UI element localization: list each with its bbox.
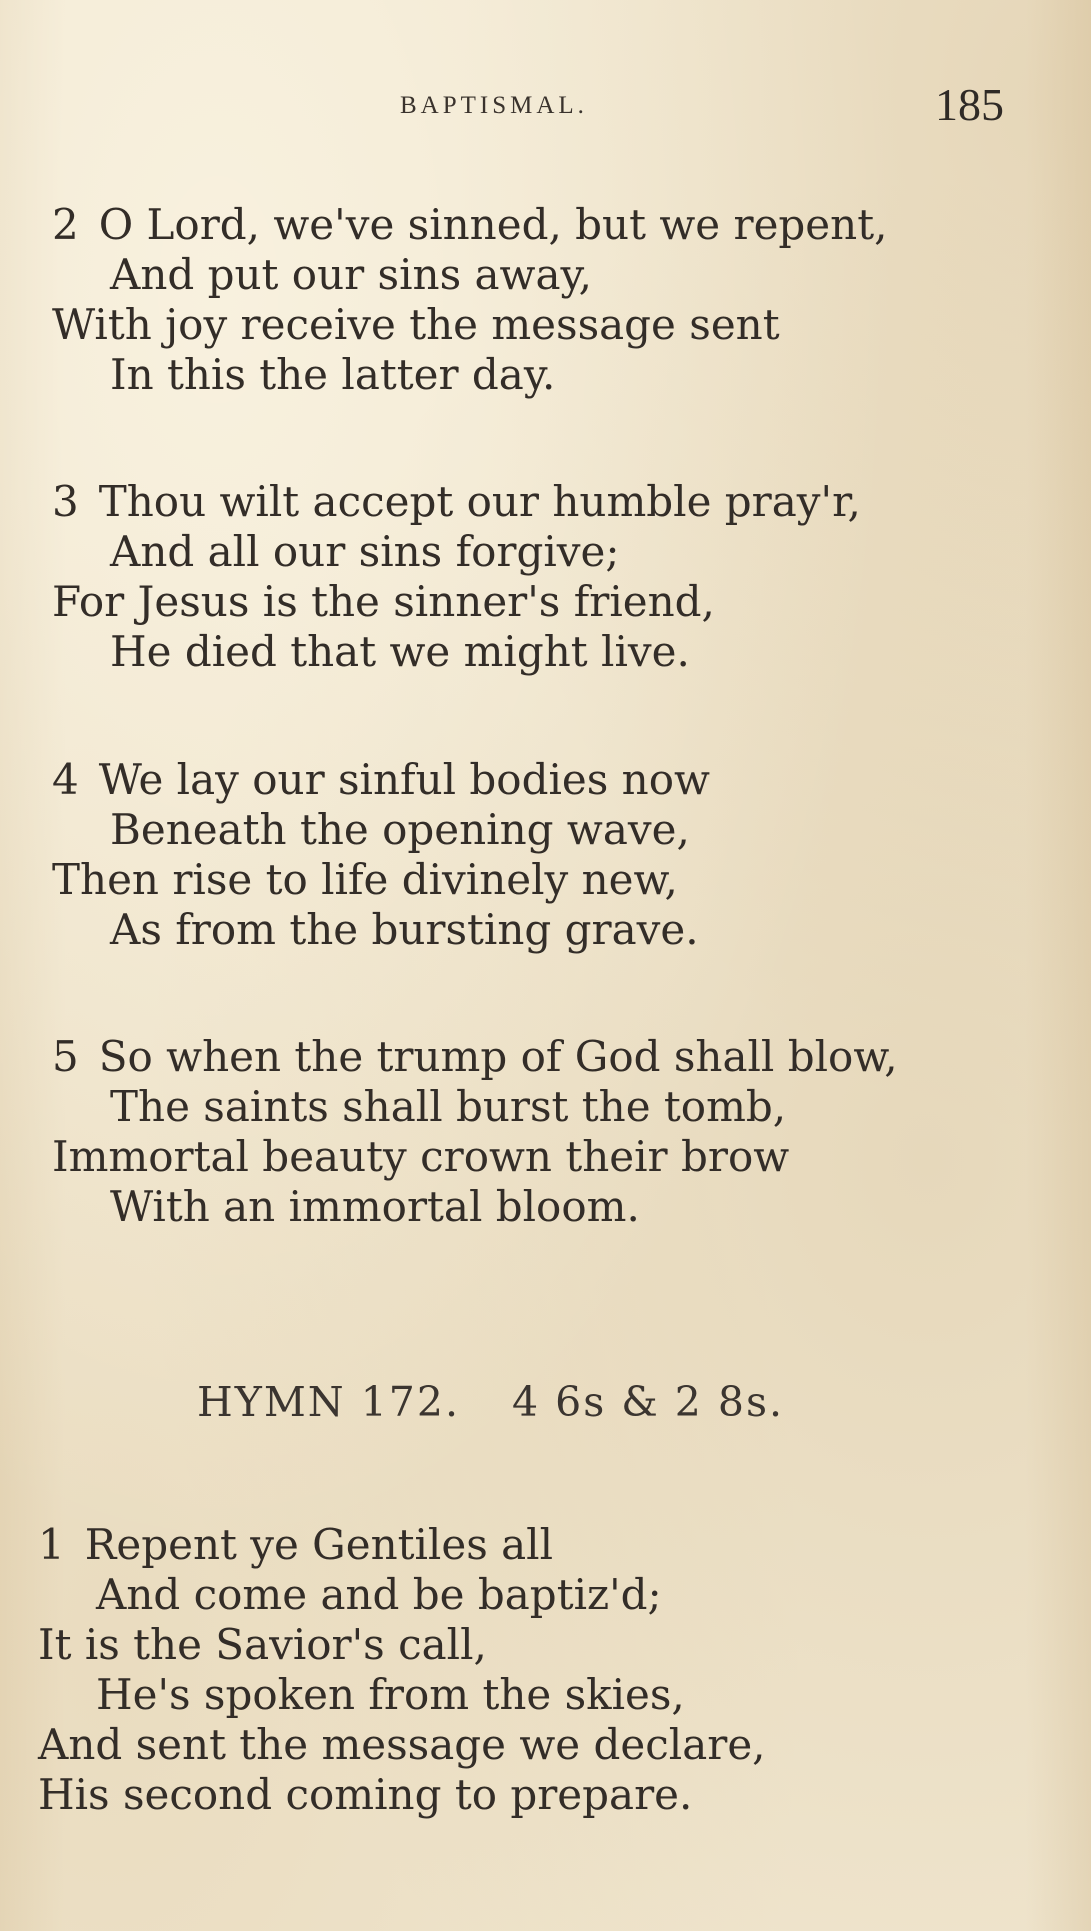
stanza-line: His second coming to prepare. xyxy=(38,1770,693,1819)
page-number: 185 xyxy=(935,79,1004,130)
stanza-line: It is the Savior's call, xyxy=(38,1620,487,1669)
stanza-line: 2 O Lord, we've sinned, but we repent, xyxy=(52,200,888,249)
stanza-line: He's spoken from the skies, xyxy=(96,1670,685,1719)
stanza-line: With an immortal bloom. xyxy=(110,1182,640,1231)
stanza-line: For Jesus is the sinner's friend, xyxy=(52,577,715,626)
stanza-line: Immortal beauty crown their brow xyxy=(52,1132,790,1181)
verse-number: 2 xyxy=(52,200,79,249)
verse-number: 1 xyxy=(38,1520,65,1569)
hymn-stanza-1 xyxy=(38,1520,1038,1820)
stanza-3 xyxy=(52,477,1052,677)
stanza-line: 1 Repent ye Gentiles all xyxy=(38,1520,554,1569)
stanza-line: The saints shall burst the tomb, xyxy=(110,1082,787,1131)
hymn-heading xyxy=(197,1378,784,1426)
running-title: BAPTISMAL. xyxy=(400,92,588,119)
stanza-5 xyxy=(52,1032,1052,1232)
stanza-line: And all our sins forgive; xyxy=(110,527,620,576)
stanza-2 xyxy=(52,200,1052,400)
stanza-line: 3 Thou wilt accept our humble pray'r, xyxy=(52,477,861,526)
stanza-line: With joy receive the message sent xyxy=(52,300,780,349)
verse-number: 3 xyxy=(52,477,79,526)
stanza-line: Beneath the opening wave, xyxy=(110,805,690,854)
stanza-line: 4 We lay our sinful bodies now xyxy=(52,755,710,804)
stanza-line: And sent the message we declare, xyxy=(38,1720,766,1769)
hymn-title: HYMN 172. xyxy=(197,1378,460,1426)
stanza-line: And put our sins away, xyxy=(110,250,593,299)
stanza-line: 5 So when the trump of God shall blow, xyxy=(52,1032,898,1081)
hymn-meter: 4 6s & 2 8s. xyxy=(512,1378,785,1426)
stanza-line: In this the latter day. xyxy=(110,350,556,399)
stanza-line: And come and be baptiz'd; xyxy=(96,1570,662,1619)
stanza-line: He died that we might live. xyxy=(110,627,690,676)
stanza-line: As from the bursting grave. xyxy=(110,905,699,954)
verse-number: 4 xyxy=(52,755,79,804)
verse-number: 5 xyxy=(52,1032,79,1081)
stanza-4 xyxy=(52,755,1052,955)
stanza-line: Then rise to life divinely new, xyxy=(52,855,678,904)
